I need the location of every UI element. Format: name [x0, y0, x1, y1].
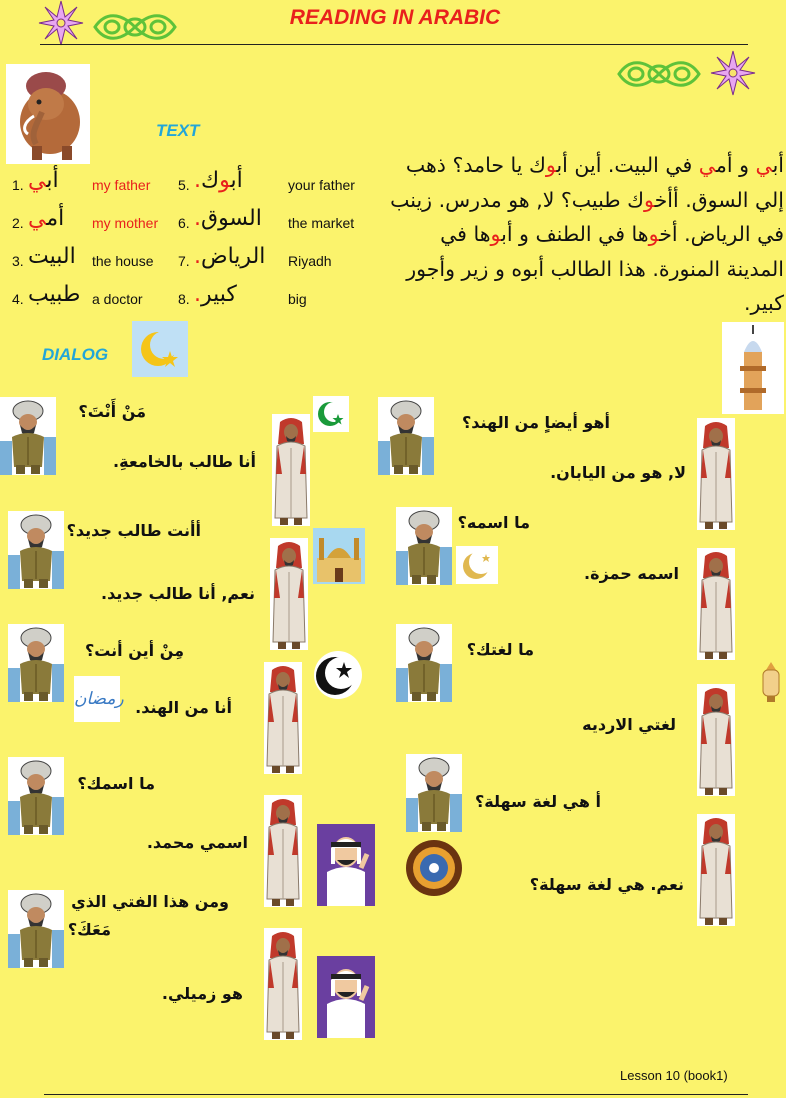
vocab-arabic: [194, 168, 243, 193]
passage-highlight: و: [644, 187, 655, 212]
turban-man-figure: [0, 397, 56, 475]
dialog-line: لا, هو من اليابان.: [550, 463, 686, 482]
turban-man-figure: [378, 397, 434, 475]
arab-man-figure: [264, 795, 302, 907]
crescent-icon: [456, 546, 498, 584]
vocab-dot: .: [194, 206, 201, 231]
vocab-arabic-part: أم: [46, 206, 65, 231]
dialog-line: اسمي محمد.: [146, 833, 248, 852]
vocab-number: 7.: [178, 253, 190, 269]
vocab-arabic-part: أب: [230, 168, 243, 193]
knot-ornament-icon: [90, 10, 180, 44]
vocab-arabic-highlight: ي: [28, 168, 47, 193]
vocab-number: 1.: [12, 177, 24, 193]
flower-icon: [710, 50, 756, 96]
mosque-icon: [313, 528, 365, 584]
dialog-line: نعم, أنا طالب جديد.: [101, 584, 255, 603]
passage-text: أب: [772, 153, 784, 177]
section-heading-dialog: DIALOG: [42, 345, 109, 364]
section-heading-text: TEXT: [156, 121, 200, 140]
dialog-line: ما اسمك؟: [77, 774, 155, 793]
sheikh-cartoon: [317, 824, 375, 906]
arab-man-figure: [697, 548, 735, 660]
minaret-icon: [722, 322, 784, 414]
page-title: READING IN ARABIC: [289, 6, 501, 29]
divider: [40, 44, 748, 45]
passage-text: ها في المدينة المنورة. هذا الطالب أبوه و زير وأجور كبير.: [406, 222, 784, 315]
dialog-line: ما لغتك؟: [466, 640, 534, 659]
dialog-line: أ هي لغة سهلة؟: [474, 792, 601, 811]
vocab-number: 3.: [12, 253, 24, 269]
arab-man-figure: [697, 418, 735, 530]
medallion-icon: [404, 838, 464, 898]
vocab-number: 4.: [12, 291, 24, 307]
turban-man-figure: [8, 890, 64, 968]
turban-man-figure: [8, 757, 64, 835]
passage-text: ها في الطنف و أب: [501, 222, 649, 246]
dialog-line: أنا طالب بالخامعةِ.: [113, 452, 256, 471]
vocab-arabic-part: طبيب: [28, 282, 81, 307]
vocab-meaning: the house: [92, 253, 154, 269]
vocab-meaning: the market: [288, 215, 355, 231]
vocab-dot: .: [194, 168, 201, 193]
dialog-line: ومن هذا الفتي الذي: [71, 892, 229, 911]
vocab-arabic: [194, 206, 262, 231]
dialog-line: لغتي الارديه: [582, 715, 676, 734]
turban-man-figure: [396, 624, 452, 702]
passage-highlight: و: [545, 153, 557, 177]
knot-ornament-icon: [614, 57, 704, 91]
vocab-arabic-highlight: ي: [28, 206, 47, 231]
crescent-star-icon: [313, 650, 363, 700]
vocab-number: 5.: [178, 177, 190, 193]
vocab-number: 8.: [178, 291, 190, 307]
passage-text: في البيت. أين أب: [556, 153, 699, 177]
lantern-icon: [756, 660, 786, 708]
vocab-arabic-part: الرياض: [201, 244, 266, 269]
dialog-line: نعم. هي لغة سهلة؟: [529, 875, 684, 894]
passage-highlight: ي: [698, 153, 716, 177]
reading-passage: [380, 148, 784, 321]
sheikh-cartoon: [317, 956, 375, 1038]
vocab-meaning: my father: [92, 177, 151, 193]
arab-man-figure: [272, 414, 310, 526]
ramadan-calligraphy: رمضان: [74, 676, 120, 722]
dialog-line: أنا من الهند.: [135, 698, 232, 717]
crescent-star-icon: [132, 321, 188, 377]
vocab-meaning: big: [288, 291, 307, 307]
vocab-arabic: [28, 168, 59, 193]
arab-man-figure: [270, 538, 308, 650]
passage-text: و أم: [715, 153, 756, 177]
footer-lesson: Lesson 10 (book1): [620, 1068, 728, 1083]
vocab-arabic: [194, 282, 237, 307]
passage-highlight: ي: [755, 153, 773, 177]
dialog-line: مِنْ أين أنت؟: [84, 641, 184, 660]
arab-man-figure: [264, 662, 302, 774]
dialog-line: اسمه حمزة.: [584, 564, 679, 583]
passage-text: ك طبيب؟ لا, هو مدرس. زينب في الرياض. أخ: [390, 187, 784, 246]
vocab-arabic-part: السوق: [201, 206, 262, 231]
passage-highlight: و: [648, 222, 660, 246]
turban-man-figure: [406, 754, 462, 832]
turban-man-figure: [8, 511, 64, 589]
vocab-meaning: Riyadh: [288, 253, 332, 269]
dialog-line: هو زميلي.: [161, 984, 243, 1003]
dialog-line: مَنْ أَنْتَ؟: [78, 402, 146, 421]
turban-man-figure: [396, 507, 452, 585]
dialog-line: مَعَكَ؟: [67, 920, 111, 939]
arab-man-figure: [697, 684, 735, 796]
arab-man-figure: [697, 814, 735, 926]
vocab-dot: .: [194, 244, 201, 269]
vocab-meaning: your father: [288, 177, 355, 193]
vocab-meaning: a doctor: [92, 291, 143, 307]
vocab-arabic-part: أب: [46, 168, 59, 193]
vocab-arabic-highlight: و: [219, 168, 231, 193]
vocab-number: 2.: [12, 215, 24, 231]
dialog-line: أأنت طالب جديد؟: [66, 521, 201, 540]
vocab-meaning: my mother: [92, 215, 159, 231]
flower-icon: [38, 0, 84, 46]
vocab-arabic: [28, 244, 76, 269]
vocab-arabic-part: ك: [201, 168, 220, 193]
turban-man-figure: [8, 624, 64, 702]
vocab-dot: .: [194, 282, 201, 307]
arab-man-figure: [264, 928, 302, 1040]
dialog-line: أهو أيضاٍ من الهند؟: [462, 413, 610, 432]
passage-text: ك يا حامد؟ ذهب إلي السوق. أأخ: [405, 153, 784, 212]
divider: [44, 1094, 748, 1095]
crescent-star-icon: [313, 396, 349, 432]
mammoth-icon: [6, 64, 90, 164]
vocab-number: 6.: [178, 215, 190, 231]
vocab-arabic: [28, 282, 80, 307]
vocab-arabic-part: البيت: [28, 244, 76, 269]
vocab-arabic-part: كبير: [201, 282, 237, 307]
vocab-arabic: [194, 244, 265, 269]
passage-highlight: و: [490, 222, 502, 246]
dialog-line: ما اسمه؟: [457, 513, 530, 532]
vocab-arabic: [28, 206, 64, 231]
